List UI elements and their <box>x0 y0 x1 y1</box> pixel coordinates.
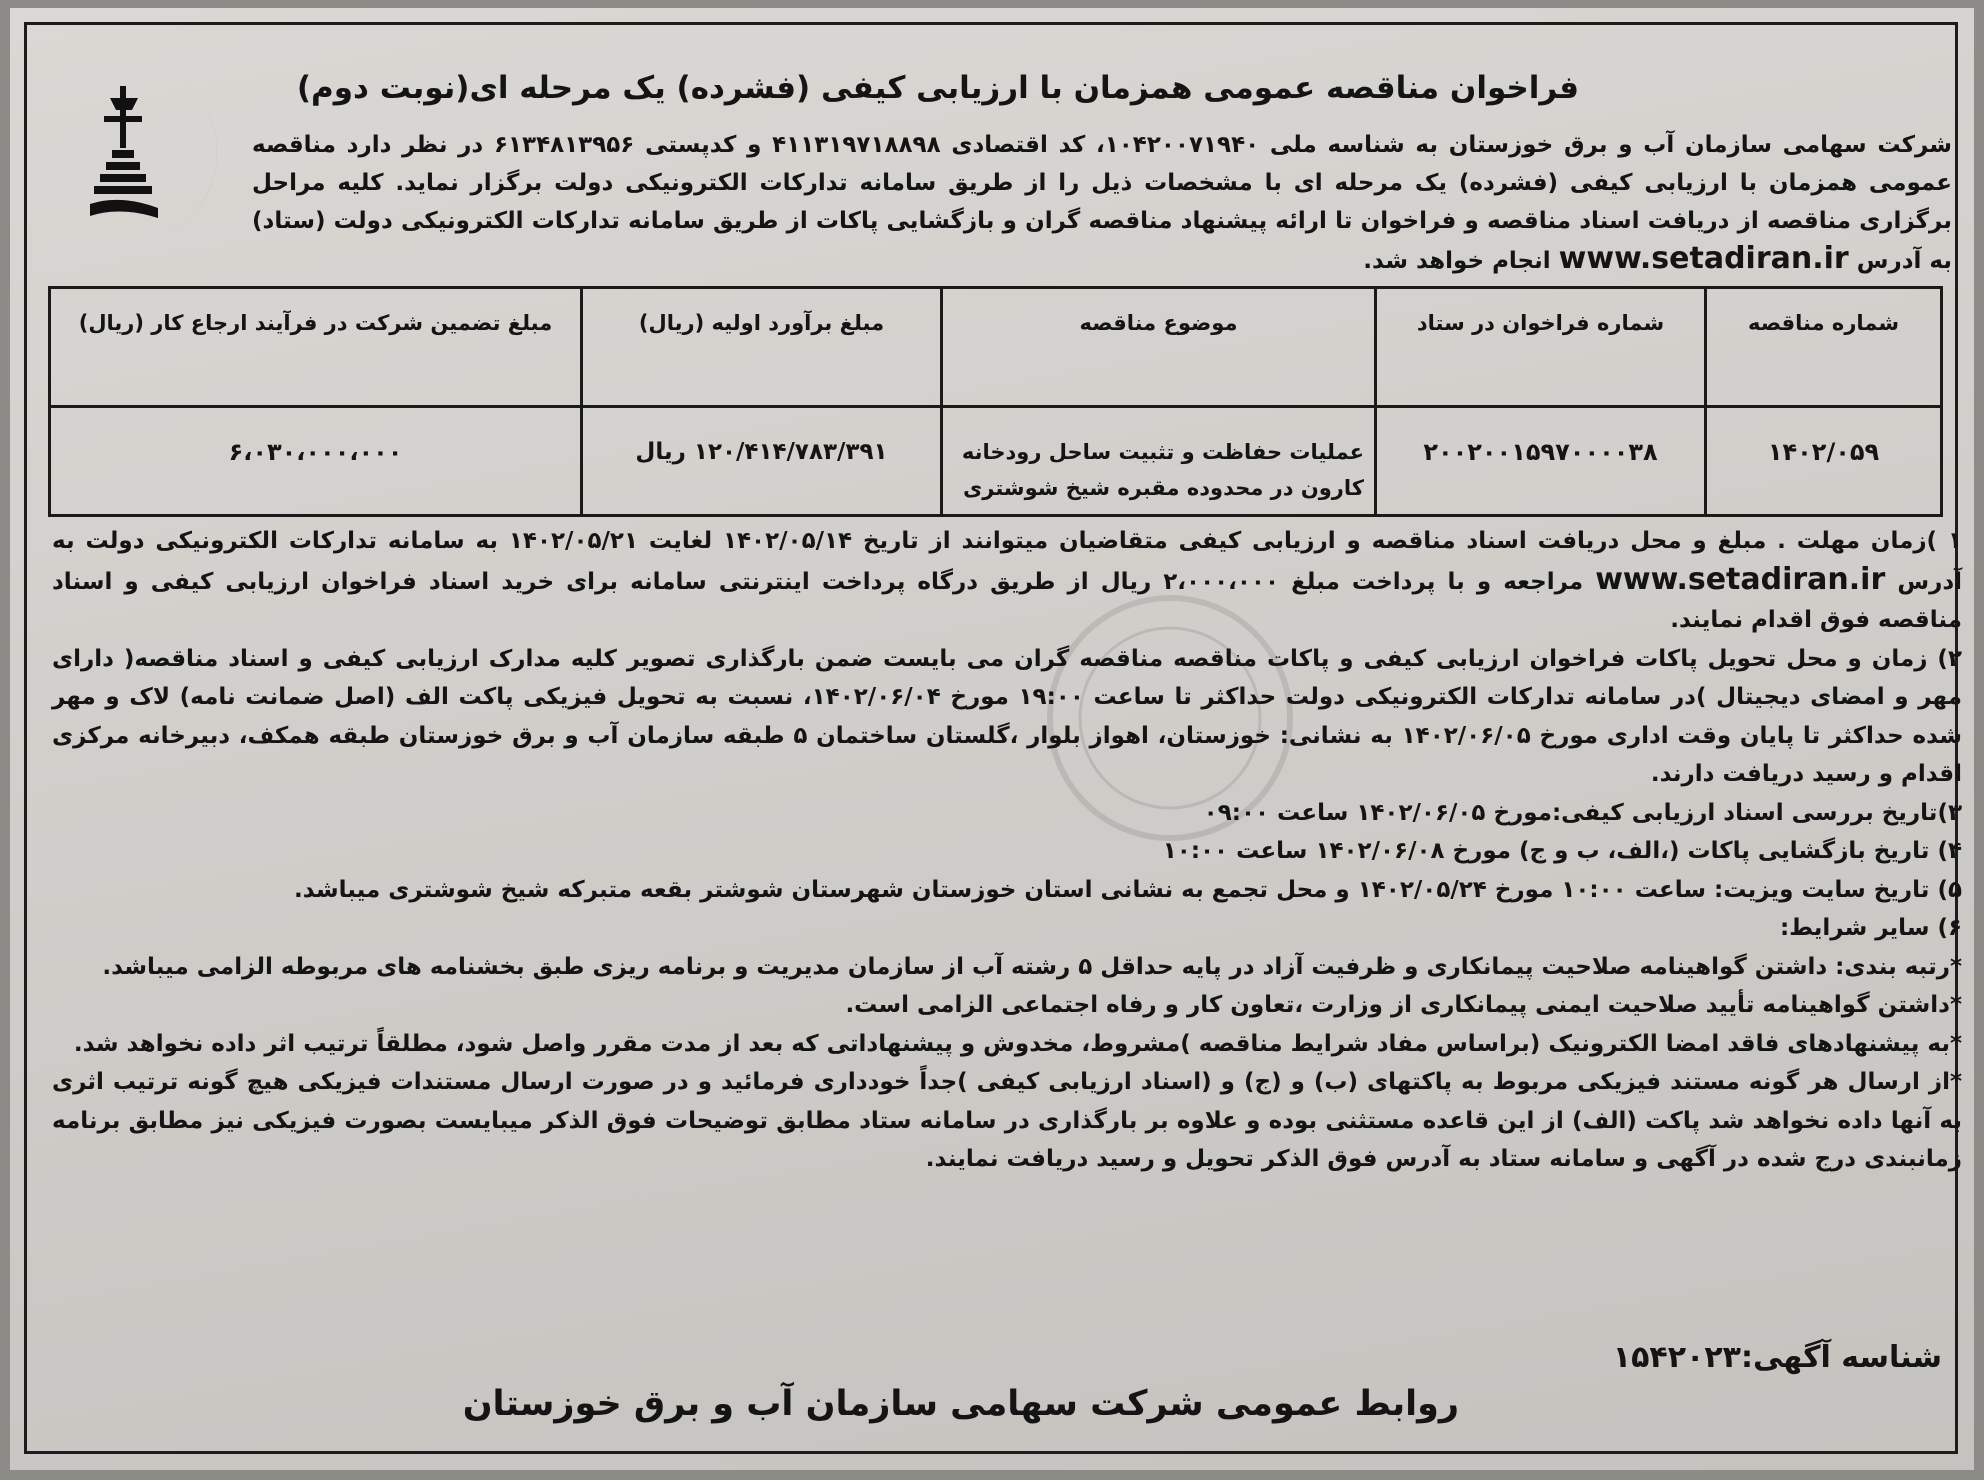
condition-2: *داشتن گواهینامه تأیید صلاحیت ایمنی پیمانکاری از وزارت ،تعاون کار و رفاه اجتماعی الزامی است. <box>845 992 1962 1018</box>
table-row <box>50 407 1942 516</box>
organization-logo-icon <box>60 58 220 248</box>
condition-3: *به پیشنهادهای فاقد امضا الکترونیک (براساس مفاد شرایط مناقصه )مشروط، مخدوش و پیشنهاداتی که بعد از مدت مقرر واصل شود، مطلقاً ترتیب اثر داده نخواهد شد. <box>73 1030 1962 1057</box>
ad-id: شناسه آگهی:۱۵۴۲۰۲۳ <box>1612 1340 1942 1375</box>
item-4: ۴) تاریخ بازگشایی پاکات (،الف، ب و ج) مورخ ۱۴۰۲/۰۶/۰۸ ساعت ۱۰:۰۰ <box>1162 838 1962 864</box>
header-tender-no: شماره مناقصه <box>1706 288 1942 407</box>
cell-setad-no: ۲۰۰۲۰۰۱۵۹۷۰۰۰۰۳۸ <box>1376 407 1706 516</box>
tender-table <box>48 286 1943 517</box>
item-1 <box>52 522 1962 640</box>
cell-estimate: ۱۲۰/۴۱۴/۷۸۳/۳۹۱ ریال <box>582 407 942 516</box>
item-5: ۵) تاریخ سایت ویزیت: ساعت ۱۰:۰۰ مورخ ۱۴۰۲/۰۵/۲۴ و محل تجمع به نشانی استان خوزستان شهرستان شوشتر بقعه متبرکه شیخ شوشتری میباشد. <box>293 876 1962 903</box>
cell-guarantee: ۶،۰۳۰،۰۰۰،۰۰۰ <box>50 407 582 516</box>
condition-1: *رتبه بندی: داشتن گواهینامه صلاحیت پیمانکاری و ظرفیت آزاد در پایه حداقل ۵ رشته آب از سازمان مدیریت و برنامه ریزی طبق بخشنامه های مربوطه الزامی میباشد. <box>102 953 1962 980</box>
header-guarantee: مبلغ تضمین شرکت در فرآیند ارجاع کار (ریال) <box>50 288 582 407</box>
item-1-website-link[interactable]: www.setadiran.ir <box>1595 561 1886 597</box>
cell-tender-no: ۱۴۰۲/۰۵۹ <box>1706 407 1942 516</box>
cell-subject: عملیات حفاظت و تثبیت ساحل رودخانه کارون در محدوده مقبره شیخ شوشتری <box>942 407 1376 516</box>
item-1-text-a: ۱ )زمان مهلت . مبلغ و محل دریافت اسناد مناقصه و ارزیابی کیفی متقاضیان میتوانند از تاریخ ۱۴۰۲/۰۵/۱۴ لغایت ۱۴۰۲/۰۵/۲۱ به سامانه تدارکات الکترونیکی دولت به آدرس <box>52 528 1963 595</box>
intro-end-text: انجام خواهد شد. <box>1363 248 1551 274</box>
header-subject: موضوع مناقصه <box>942 288 1376 407</box>
item-2: ۲) زمان و محل تحویل پاکات فراخوان ارزیابی کیفی و پاکات مناقصه مناقصه گران می بایست ضمن بارگذاری تصویر کلیه مدارک ارزیابی کیفی و اسناد مناقصه( دارای مهر و امضای دیجیتال )در سامانه تدارکات الکترونیکی دولت حداکثر تا ساعت ۱۹:۰۰ مورخ ۱۴۰۲/۰۶/۰۴، نسبت به تحویل فیزیکی پاکت الف (اصل ضمانت نامه) لاک و مهر شده حداکثر تا پایان وقت اداری مورخ ۱۴۰۲/۰۶/۰۵ به نشانی: خوزستان، اهواز بلوار ،گلستان ساختمان ۵ طبقه سازمان آب و برق خوزستان طبقه همکف، دبیرخانه مرکزی اقدام و رسید دریافت دارند. <box>52 645 1962 787</box>
signature: روابط عمومی شرکت سهامی سازمان آب و برق خوزستان <box>462 1384 1459 1424</box>
intro-text: شرکت سهامی سازمان آب و برق خوزستان به شناسه ملی ۱۰۴۲۰۰۷۱۹۴۰، کد اقتصادی ۴۱۱۳۱۹۷۱۸۸۹۸ و کدپستی ۶۱۳۴۸۱۳۹۵۶ در نظر دارد مناقصه عمومی همزمان با ارزیابی کیفی (فشرده) یک مرحله ای با مشخصات ذیل را از طریق سامانه تدارکات الکترونیکی دولت برگزار نماید. کلیه مراحل برگزاری مناقصه از دریافت اسناد مناقصه و فراخوان تا ارائه پیشنهاد مناقصه گران و بازگشایی پاکات از طریق سامانه تدارکات الکترونیکی دولت (ستاد) به آدرس <box>252 132 1952 274</box>
item-6: ۶) سایر شرایط: <box>1779 915 1962 941</box>
notice-title: فراخوان مناقصه عمومی همزمان با ارزیابی کیفی (فشرده) یک مرحله ای(نوبت دوم) <box>296 70 1579 106</box>
item-1-text-b: مراجعه و با پرداخت مبلغ ۲،۰۰۰،۰۰۰ ریال از طریق درگاه پرداخت اینترنتی سامانه برای خرید اسناد فراخوان ارزیابی کیفی و اسناد مناقصه فوق اقدام نمایند. <box>52 568 1962 633</box>
header-estimate: مبلغ برآورد اولیه (ریال) <box>582 288 942 407</box>
intro-website-link[interactable]: www.setadiran.ir <box>1558 241 1849 276</box>
item-3: ۳)تاریخ بررسی اسناد ارزیابی کیفی:مورخ ۱۴۰۲/۰۶/۰۵ ساعت ۰۹:۰۰ <box>1203 799 1962 826</box>
header-setad-no: شماره فراخوان در ستاد <box>1376 288 1706 407</box>
condition-4: *از ارسال هر گونه مستند فیزیکی مربوط به پاکتهای (ب) و (ج) و (اسناد ارزیابی کیفی )جداً خودداری فرمائید و در صورت ارسال مستندات فیزیکی هیچ گونه ترتیب اثری به آنها داده نخواهد شد پاکت (الف) از این قاعده مستثنی بوده و علاوه بر بارگذاری در سامانه ستاد مطابق توضیحات فوق الذکر میبایست بصورت فیزیکی نیز مطابق برنامه زمانبندی درج شده در آگهی و سامانه ستاد به آدرس فوق الذکر تحویل و رسید دریافت نمایند. <box>52 1069 1962 1172</box>
notice-body <box>52 522 1962 1179</box>
notice-intro <box>252 126 1952 280</box>
table-header-row <box>50 288 1942 407</box>
